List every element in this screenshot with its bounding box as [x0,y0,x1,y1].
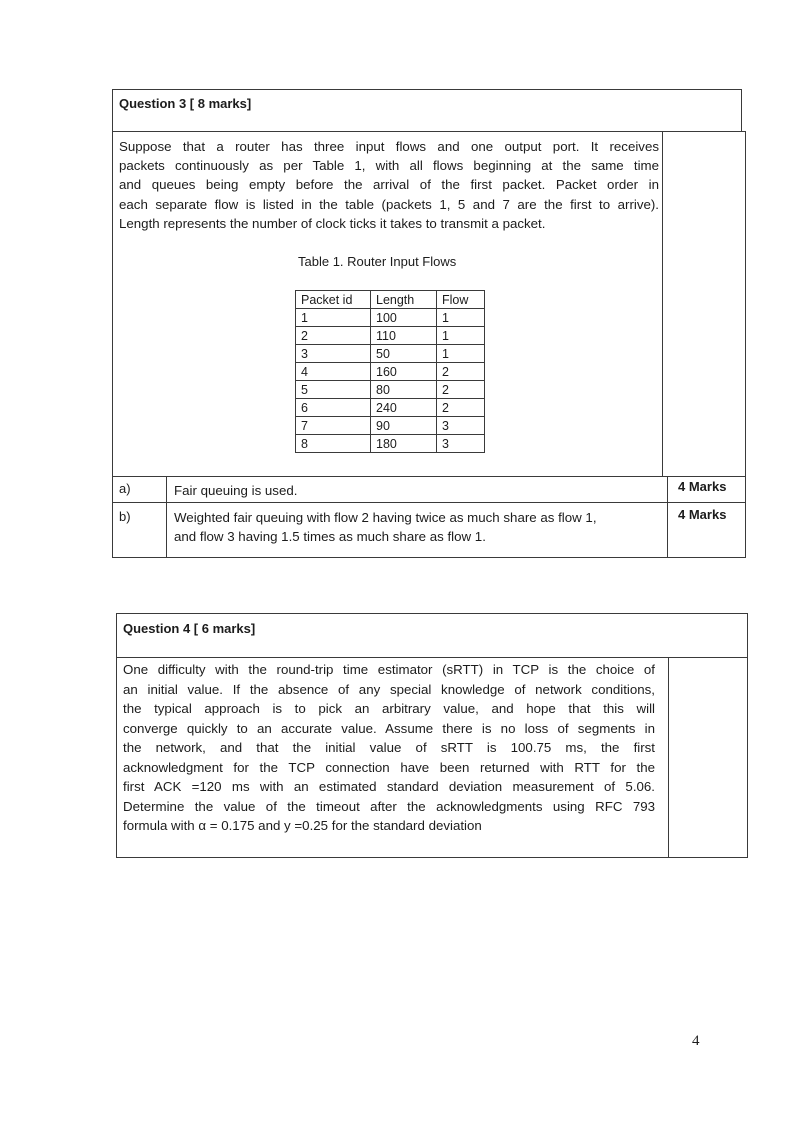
cell-flow: 2 [437,399,485,417]
cell-length: 50 [371,345,437,363]
cell-flow: 3 [437,435,485,453]
cell-packet-id: 8 [296,435,371,453]
cell-flow: 1 [437,309,485,327]
cell-flow: 1 [437,345,485,363]
part-b-top-rule [112,502,746,503]
q3-left-border [112,131,113,558]
q3-intro-line: Length represents the number of clock ticks it takes to transmit a packet. [119,215,546,231]
q4-line: first ACK =120 ms with an estimated standard deviation measurement of 5.06. [123,779,655,794]
cell-flow: 2 [437,363,485,381]
q4-line: the network, and that the initial value of sRTT is 100.75 ms, the first [123,740,655,755]
part-b-marks: 4 Marks [678,507,727,522]
page-number: 4 [692,1033,700,1049]
q4-left-border [116,657,117,858]
cell-flow: 3 [437,417,485,435]
q4-marks-divider [668,657,669,858]
part-b-line: Weighted fair queuing with flow 2 having twice as much share as flow 1, [174,510,597,525]
table-row [296,399,485,417]
q4-body [123,660,655,836]
cell-length: 100 [371,309,437,327]
table-header-row [296,291,485,309]
cell-packet-id: 2 [296,327,371,345]
cell-flow: 1 [437,327,485,345]
part-a-text: Fair queuing is used. [174,483,298,498]
table-row [296,309,485,327]
cell-length: 80 [371,381,437,399]
part-marks-divider [667,476,668,558]
cell-length: 160 [371,363,437,381]
cell-packet-id: 6 [296,399,371,417]
q4-line: acknowledgment for the TCP connection have been returned with RTT for the [123,759,655,775]
q3-intro-line: Suppose that a router has three input flows and one output port. It receives [119,139,659,154]
q4-line: Determine the value of the timeout after the acknowledgments using RFC 793 [123,798,655,814]
table-caption: Table 1. Router Input Flows [298,254,457,269]
q4-title: Question 4 [ 6 marks] [123,621,256,636]
table-row [296,327,485,345]
q3-intro [119,137,659,233]
part-b-text [174,508,664,546]
part-b-line: and flow 3 having 1.5 times as much share as flow 1. [174,529,486,544]
header-flow: Flow [437,291,485,309]
q3-intro-line: packets continuously as per Table 1, with all flows beginning at the same time [119,158,659,174]
header-length: Length [371,291,437,309]
table-row [296,363,485,381]
part-a-marks: 4 Marks [678,479,727,494]
header-packet-id: Packet id [296,291,371,309]
q4-bottom-rule [116,857,748,858]
table-row [296,417,485,435]
table-row [296,435,485,453]
q3-top-marks-rule [662,131,746,132]
cell-packet-id: 5 [296,381,371,399]
router-input-flows-table [295,290,485,453]
q3-bottom-rule [112,557,746,558]
q4-right-border [747,657,748,858]
cell-length: 110 [371,327,437,345]
cell-packet-id: 1 [296,309,371,327]
table-row [296,345,485,363]
cell-length: 180 [371,435,437,453]
q3-right-border [745,131,746,558]
q3-marks-divider [662,131,663,477]
q4-line: formula with α = 0.175 and y =0.25 for the standard deviation [123,818,482,833]
q3-title: Question 3 [ 8 marks] [119,96,252,111]
table-row [296,381,485,399]
cell-length: 240 [371,399,437,417]
part-label-divider [166,476,167,558]
q3-intro-line: each separate flow is listed in the table (packets 1, 5 and 7 are the first to arrive). [119,196,659,212]
cell-packet-id: 7 [296,417,371,435]
part-a-top-rule [112,476,746,477]
cell-packet-id: 3 [296,345,371,363]
cell-packet-id: 4 [296,363,371,381]
q4-line: the typical approach is to pick an arbitrary value, and hope that this will [123,701,655,716]
part-b-label: b) [119,509,131,524]
q3-intro-line: and queues being empty before the arrival of the first packet. Packet order in [119,177,659,193]
q4-line: converge quickly to an accurate value. Assume there is no loss of segments in [123,720,655,736]
cell-length: 90 [371,417,437,435]
cell-flow: 2 [437,381,485,399]
q4-line: an initial value. If the absence of any special knowledge of network conditions, [123,681,655,697]
part-a-label: a) [119,481,131,496]
q4-line: One difficulty with the round-trip time estimator (sRTT) in TCP is the choice of [123,662,655,677]
